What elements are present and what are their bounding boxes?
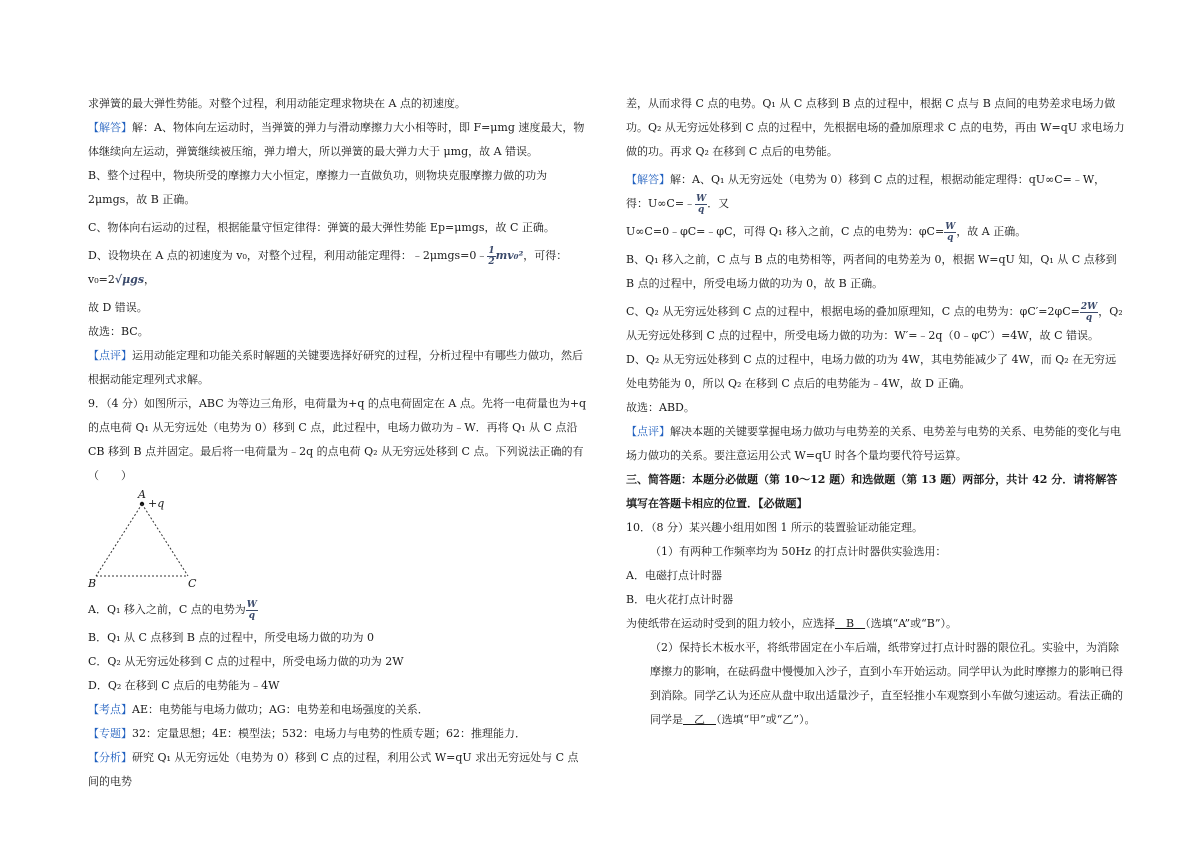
formula-sqrt: √μgs (114, 273, 145, 286)
question-10: 10．（8 分）某兴趣小组用如图 1 所示的装置验证动能定理。 (626, 521, 923, 534)
frac-num: 2W (1080, 301, 1098, 312)
jieda-tag: 【解答】 (626, 173, 670, 186)
answer-c (626, 300, 1126, 348)
part-2-text: （2）保持长木板水平，将纸带固定在小车后端，纸带穿过打点计时器的限位孔。实验中，为消除摩擦力的影响，在砝码盘中慢慢加入沙子，直到小车开始运动。同学甲认为此时摩擦力的影响已得到消除。同学乙认为还应从盘中取出适量沙子，直至轻推小车观察到小车做匀速运动。看法正确的同学是 (650, 641, 1123, 726)
question-9: 9．（4 分）如图所示，ABC 为等边三角形，电荷量为+q 的点电荷固定在 A 点。先将一电荷量也为+q 的点电荷 Q₁ 从无穷远处（电势为 0）移到 C 点，此过程中，电场力做功为﹣W．再将 Q₁ 从 C 点沿 CB 移到 B 点并固定。最后将一电荷量为﹣2q 的点电荷 Q₂ 从无穷远处移到 C 点。下列说法正确的有（ ） (88, 397, 587, 482)
fraction-w-q (695, 194, 707, 215)
frac-num: 1 (488, 245, 495, 256)
fenxi-text: 研究 Q₁ 从无穷远处（电势为 0）移到 C 点的过程，利用公式 W=qU 求出无穷远处与 C 点间的电势 (88, 751, 579, 788)
review (626, 420, 1126, 468)
frac-den: 2 (488, 256, 495, 267)
answer-d (88, 244, 588, 292)
label-b: B (88, 577, 97, 590)
answer-a-cont (626, 220, 1126, 244)
option-b: B．Q₁ 从 C 点移到 B 点的过程中，所受电场力做的功为 0 (88, 631, 374, 644)
frac-den: q (248, 610, 255, 621)
frac-num: W (246, 599, 257, 610)
answer-c-text2: ，Q₂ 从无穷远处移到 C 点的过程中，所受电场力做的功为：W′=﹣2q（0﹣φC′）=4W，故 C 错误。 (626, 305, 1123, 342)
selection-1-post: （选填“A”或“B”）。 (865, 617, 957, 630)
edge-ab (96, 504, 142, 576)
question-10-part-2 (626, 636, 1126, 732)
answer-c-text: C、Q₂ 从无穷远处移到 C 点的过程中，根据电场的叠加原理知，C 点的电势为：φC′=2φC= (626, 305, 1080, 318)
punct: ， (144, 273, 156, 286)
option-a-text: A．Q₁ 移入之前，C 点的电势为 (88, 603, 246, 616)
review-text: 运用动能定理和功能关系时解题的关键要选择好研究的过程，分析过程中有哪些力做功，然后根据动能定理列式求解。 (88, 349, 583, 386)
selection-1-text: 为使纸带在运动时受到的阻力较小，应选择 (626, 617, 835, 630)
dianping-tag: 【点评】 (626, 425, 670, 438)
fraction-w-q (944, 222, 956, 243)
answer-a-text4: ，故 A 正确。 (956, 225, 1027, 238)
option-a (88, 598, 588, 622)
answer-a-text: 解：A、Q₁ 从无穷远处（电势为 0）移到 C 点的过程，根据动能定理得：qU∞C=﹣W，得：U∞C=﹣ (626, 173, 1106, 210)
question-10-part-1: （1）有两种工作频率均为 50Hz 的打点计时器供实验选用： (650, 545, 947, 558)
right-column (626, 92, 1126, 732)
zhuanti-text: 32：定量思想；4E：模型法；532：电场力与电势的性质专题；62：推理能力． (132, 727, 527, 740)
zhuanti-tag: 【专题】 (88, 727, 132, 740)
answer-blank: B (835, 617, 866, 630)
answer-d: D、Q₂ 从无穷远处移到 C 点的过程中，电场力做的功为 4W，其电势能减少了 4W，而 Q₂ 在无穷远处电势能为 0，所以 Q₂ 在移到 C 点后的电势能为﹣4W，故 D 正确。 (626, 353, 1117, 390)
section-3-heading: 三、简答题：本题分必做题（第 10～12 题）和选做题（第 13 题）两部分，共计 42 分．请将解答填写在答题卡相应的位置．【必做题】 (626, 473, 1118, 510)
review-text: 解决本题的关键要掌握电场力做功与电势差的关系、电势差与电势的关系、电势能的变化与电场力做功的关系。要注意运用公式 W=qU 时各个量均要代符号运算。 (626, 425, 1121, 462)
answer-a (626, 168, 1126, 216)
fenxi-continued: 差，从而求得 C 点的电势。Q₁ 从 C 点移到 B 点的过程中，根据 C 点与 B 点间的电势差求电场力做功。Q₂ 从无穷远处移到 C 点的过程中，先根据电场的叠加原理求 C 点的电势，再由 W=qU 求电场力做的功。再求 Q₂ 在移到 C 点后的电势能。 (626, 97, 1125, 158)
answer-a-text2: ．又 (707, 197, 730, 210)
frac-num: W (945, 221, 956, 232)
answer-d-text: D、设物块在 A 点的初速度为 v₀，对整个过程，利用动能定理得：﹣2μmgs=0﹣ (88, 249, 488, 262)
answer-b: B、整个过程中，物块所受的摩擦力大小恒定，摩擦力一直做负功，则物块克服摩擦力做的功为 2μmgs，故 B 正确。 (88, 169, 548, 206)
answer-d-text2: ，可得：v₀=2 (88, 249, 568, 286)
option-a: A．电磁打点计时器 (626, 569, 722, 582)
option-d: D．Q₂ 在移到 C 点后的电势能为﹣4W (88, 679, 280, 692)
fraction-half (487, 246, 495, 267)
fraction-2w-q (1080, 302, 1098, 323)
choice-result: 故选：BC。 (88, 325, 149, 338)
kaodian (88, 698, 588, 722)
review (88, 344, 588, 392)
frac-den: q (947, 232, 954, 243)
text-line: 求弹簧的最大弹性势能。对整个过程，利用动能定理求物块在 A 点的初速度。 (88, 97, 466, 110)
dianping-tag: 【点评】 (88, 349, 132, 362)
label-plus-q: +q (148, 497, 165, 510)
frac-den: q (697, 204, 705, 215)
kaodian-tag: 【考点】 (88, 703, 132, 716)
formula-mv: mv₀² (495, 249, 524, 262)
jieda-tag: 【解答】 (88, 121, 132, 134)
kaodian-text: AE：电势能与电场力做功；AG：电势差和电场强度的关系． (132, 703, 429, 716)
triangle-figure (88, 488, 218, 592)
answer-c: C、物体向右运动的过程，根据能量守恒定律得：弹簧的最大弹性势能 Ep=μmgs，故 C 正确。 (88, 221, 555, 234)
selection-2-post: （选填“甲”或“乙”）。 (716, 713, 816, 726)
choice-result: 故选：ABD。 (626, 401, 695, 414)
fenxi-tag: 【分析】 (88, 751, 132, 764)
answer-d-conclusion: 故 D 错误。 (88, 301, 148, 314)
frac-num: W (696, 193, 707, 204)
zhuanti (88, 722, 588, 746)
answer-text: 解：A、物体向左运动时，当弹簧的弹力与滑动摩擦力大小相等时，即 F=μmg 速度最大，物体继续向左运动，弹簧继续被压缩，弹力增大，所以弹簧的最大弹力大于 μmg，故 A 错误。 (88, 121, 585, 158)
answer-a-text3: U∞C=0﹣φC=﹣φC，可得 Q₁ 移入之前，C 点的电势为：φC= (626, 225, 945, 238)
left-column (88, 92, 588, 794)
fenxi (88, 746, 588, 794)
answer-b: B、Q₁ 移入之前，C 点与 B 点的电势相等，两者间的电势差为 0，根据 W=qU 知，Q₁ 从 C 点移到 B 点的过程中，所受电场力做的功为 0，故 B 正确。 (626, 253, 1117, 290)
selection-1 (626, 612, 1126, 636)
option-b: B．电火花打点计时器 (626, 593, 734, 606)
fraction-w-q (246, 600, 258, 621)
option-c: C．Q₂ 从无穷远处移到 C 点的过程中，所受电场力做的功为 2W (88, 655, 404, 668)
label-a: A (138, 488, 146, 501)
answer-a (88, 116, 588, 164)
frac-den: q (1085, 312, 1093, 323)
label-c: C (188, 577, 197, 590)
answer-blank: 乙 (683, 713, 716, 726)
